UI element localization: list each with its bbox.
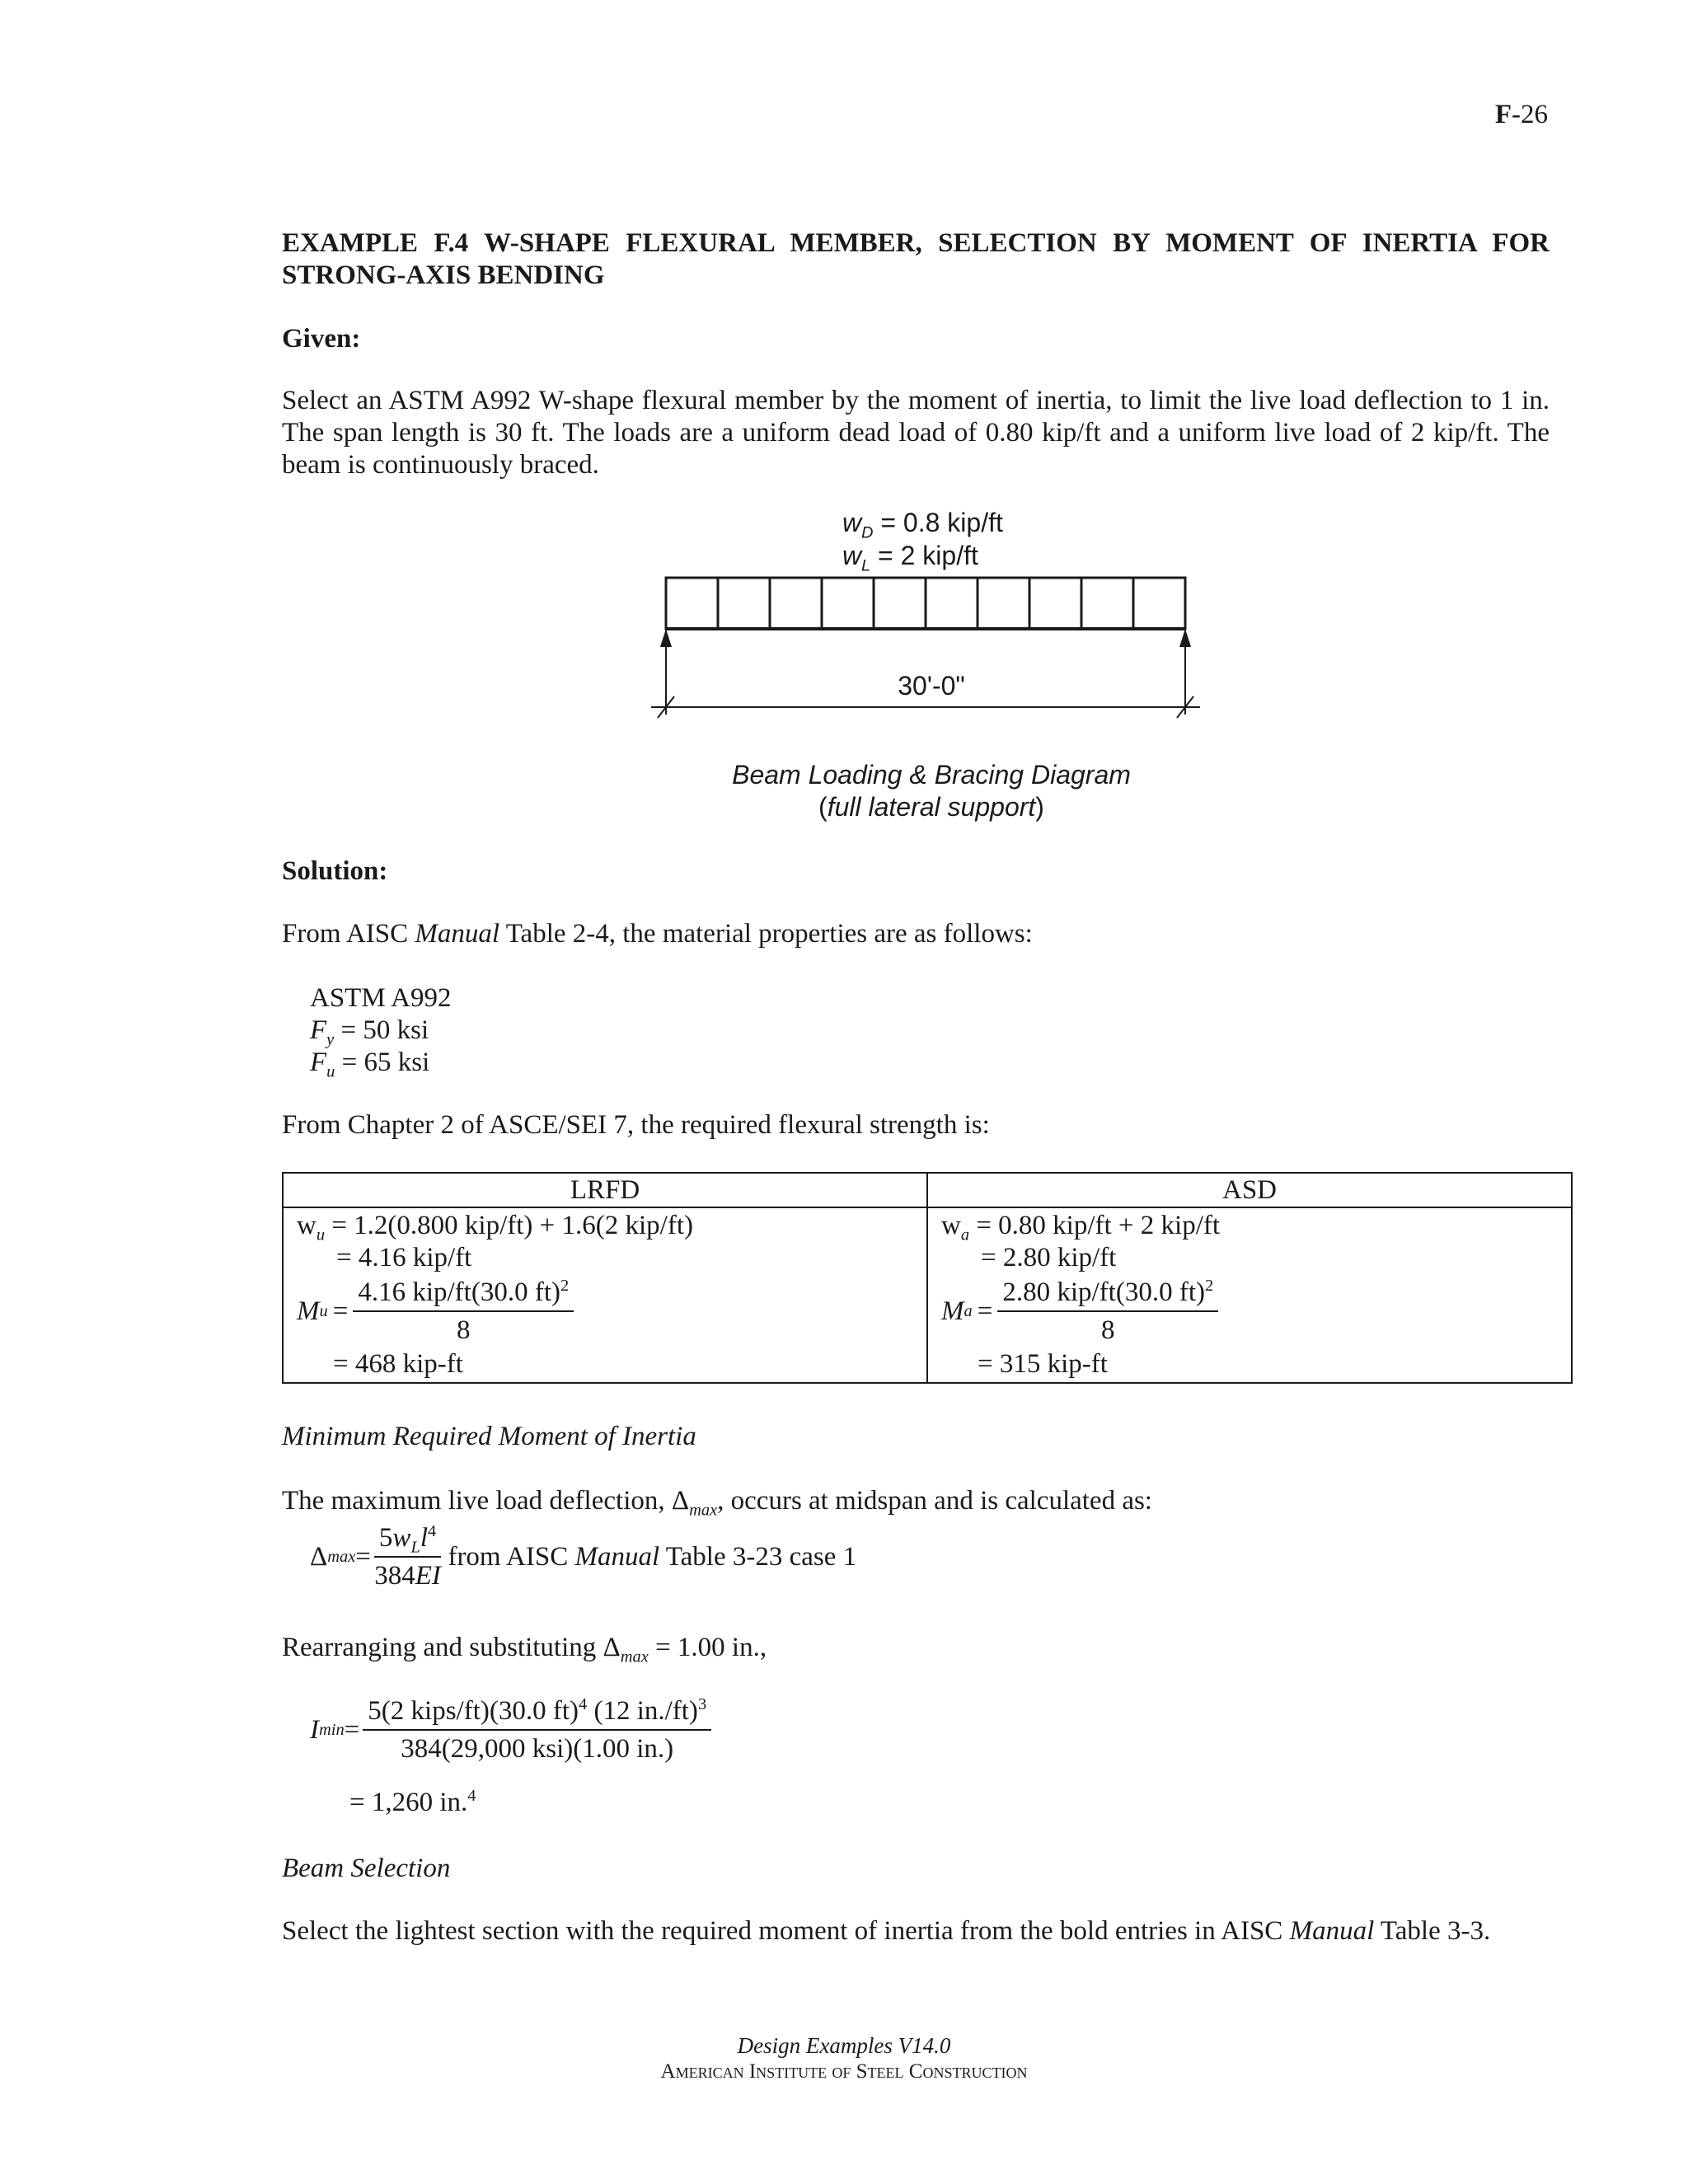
page-number — [1495, 99, 1548, 131]
material-list — [310, 982, 451, 1079]
deflection-intro-sub: max — [689, 1501, 718, 1520]
caption-open-paren: ( — [818, 792, 828, 822]
beam-diagram — [651, 507, 1212, 837]
footer-line1: Design Examples V14.0 — [737, 2033, 951, 2058]
asd-m-numerator: 2.80 kip/ft(30.0 ft) — [1002, 1277, 1205, 1307]
deflection-ref-manual: Manual — [574, 1541, 660, 1572]
deflection-num-coef: 5 — [378, 1523, 393, 1553]
imin-result-exp: 4 — [467, 1787, 476, 1805]
table-header-asd: ASD — [927, 1173, 1572, 1207]
left-support-arrow — [660, 629, 672, 647]
page-number-suffix: -26 — [1512, 100, 1548, 129]
asd-m-fraction — [997, 1274, 1218, 1348]
lrfd-m-symbol: M — [297, 1296, 320, 1326]
lrfd-m-eq: M u = $\frac{4.16 kip/ft(30.0 ft)^2}{8}$ — [297, 1274, 913, 1348]
lrfd-w-symbol: w — [297, 1211, 316, 1240]
deflection-den-coef: 384 — [374, 1561, 415, 1591]
caption-italic: full lateral support — [827, 792, 1036, 822]
diagram-caption: Beam Loading & Bracing Diagram — [732, 760, 1131, 790]
strength-intro: From Chapter 2 of ASCE/SEI 7, the required flexural strength is: — [282, 1110, 990, 1140]
dead-load-value: = 0.8 kip/ft — [880, 508, 1003, 537]
deflection-intro-pre: The maximum live load deflection, Δ — [282, 1486, 690, 1516]
fu-value: = 65 ksi — [335, 1047, 430, 1077]
deflection-num-wsub: L — [410, 1538, 420, 1557]
asd-m-symbol: M — [941, 1296, 964, 1326]
min-inertia-heading: Minimum Required Moment of Inertia — [282, 1422, 696, 1451]
material-grade: ASTM A992 — [310, 983, 452, 1013]
material-intro-post: Table 2-4, the material properties are as follows: — [499, 919, 1033, 949]
beam-selection-manual: Manual — [1289, 1916, 1375, 1946]
deflection-intro — [282, 1485, 1152, 1520]
given-heading: Given: — [282, 324, 361, 354]
rearranging-sub: max — [620, 1647, 649, 1666]
lrfd-w-result: = 4.16 kip/ft — [336, 1243, 472, 1272]
delta-sub: max — [327, 1547, 356, 1566]
asd-cell — [927, 1207, 1572, 1383]
deflection-fraction — [374, 1520, 441, 1594]
imin-num-exp2: 3 — [697, 1695, 707, 1713]
right-support-arrow — [1179, 629, 1191, 647]
lrfd-cell — [283, 1207, 927, 1383]
imin-result-value: = 1,260 in. — [349, 1788, 468, 1817]
deflection-num-l: l — [420, 1523, 428, 1553]
imin-equation — [310, 1693, 711, 1767]
material-intro — [282, 918, 1033, 950]
deflection-ref-pre: from AISC — [441, 1541, 575, 1572]
footer — [0, 2032, 1688, 2085]
lrfd-m-exp: 2 — [560, 1277, 570, 1295]
dead-load-sub: D — [861, 523, 874, 542]
asd-w-sub: a — [960, 1226, 970, 1244]
example-title-line2: STRONG-AXIS BENDING — [282, 260, 605, 290]
asd-w-result: = 2.80 kip/ft — [981, 1243, 1117, 1272]
beam-selection-post: Table 3-3. — [1374, 1916, 1491, 1946]
beam-selection-text — [282, 1915, 1490, 1947]
deflection-equation — [310, 1520, 856, 1594]
material-fu — [310, 1047, 451, 1079]
imin-equals: = — [344, 1714, 360, 1745]
footer-line2: American Institute of Steel Construction — [660, 2060, 1028, 2083]
imin-result — [349, 1787, 476, 1819]
asd-m-denominator: 8 — [1101, 1315, 1115, 1345]
deflection-intro-post: , occurs at midspan and is calculated as: — [717, 1486, 1152, 1516]
asd-m-sub: a — [964, 1301, 973, 1320]
asd-m-eq: M a = $\frac{2.80 kip/ft(30.0 ft)^2}{8}$ — [941, 1274, 1558, 1348]
lrfd-w — [297, 1210, 913, 1242]
given-text: Select an ASTM A992 W-shape flexural member by the moment of inertia, to limit the live load deflection to 1 in. The span length is 30 ft. The loads are a uniform dead load of 0.80 kip/ft and a uniform live load of 2 kip/ft. The beam is continuously braced. — [282, 386, 1550, 480]
deflection-num-w: w — [392, 1523, 411, 1553]
lrfd-m-result: = 468 kip-ft — [333, 1349, 463, 1379]
beam-selection-heading: Beam Selection — [282, 1854, 451, 1883]
live-load-value: = 2 kip/ft — [878, 541, 978, 570]
fy-value: = 50 ksi — [334, 1015, 429, 1045]
fy-symbol: F — [310, 1015, 327, 1045]
example-title-line1: EXAMPLE F.4 W-SHAPE FLEXURAL MEMBER, SELECTION BY MOMENT OF INERTIA FOR — [282, 228, 1550, 258]
imin-num-a: 5(2 kips/ft)(30.0 ft) — [368, 1696, 579, 1726]
imin-symbol: I — [310, 1714, 319, 1745]
fu-symbol: F — [310, 1047, 327, 1077]
asd-w — [941, 1210, 1558, 1242]
lrfd-m-fraction — [353, 1274, 574, 1348]
lrfd-w-sub: u — [316, 1226, 326, 1244]
span-label: 30'-0" — [898, 671, 965, 701]
strength-table — [282, 1172, 1573, 1384]
table-header-lrfd: LRFD — [283, 1173, 927, 1207]
beam-selection-pre: Select the lightest section with the required moment of inertia from the bold entries in AISC — [282, 1916, 1290, 1946]
asd-m-result: = 315 kip-ft — [978, 1349, 1108, 1379]
example-title — [282, 227, 1550, 292]
asd-m-exp: 2 — [1204, 1277, 1214, 1295]
page-number-prefix: F — [1494, 100, 1512, 129]
material-intro-pre: From AISC — [282, 919, 415, 949]
imin-denominator: 384(29,000 ksi)(1.00 in.) — [401, 1734, 674, 1764]
asd-w-expr: = 0.80 kip/ft + 2 kip/ft — [969, 1211, 1221, 1240]
fu-sub: u — [326, 1062, 335, 1081]
solution-heading: Solution: — [282, 856, 388, 886]
imin-fraction — [363, 1693, 711, 1767]
live-load-sub: L — [861, 556, 871, 575]
imin-sub: min — [319, 1720, 345, 1739]
dead-load-symbol: w — [842, 508, 862, 537]
lrfd-m-denominator: 8 — [457, 1315, 471, 1345]
material-fy — [310, 1015, 451, 1047]
deflection-equals: = — [355, 1541, 371, 1572]
diagram-caption-sub — [626, 791, 1236, 823]
delta-symbol: Δ — [310, 1541, 328, 1572]
live-load-symbol: w — [842, 541, 862, 570]
lrfd-m-sub: u — [319, 1301, 328, 1320]
deflection-ref-post: Table 3-23 case 1 — [659, 1541, 857, 1572]
asd-w-symbol: w — [941, 1211, 961, 1240]
beam-drawing — [651, 507, 1212, 754]
caption-close-paren: ) — [1035, 792, 1044, 822]
imin-num-b: (12 in./ft) — [593, 1696, 698, 1726]
lrfd-w-expr: = 1.2(0.800 kip/ft) + 1.6(2 kip/ft) — [325, 1211, 693, 1240]
rearranging-pre: Rearranging and substituting Δ — [282, 1633, 621, 1662]
deflection-num-exp: 4 — [427, 1522, 437, 1540]
material-intro-manual: Manual — [415, 919, 500, 949]
rearranging-post: = 1.00 in., — [648, 1633, 767, 1662]
rearranging-text — [282, 1632, 767, 1664]
fy-sub: y — [326, 1030, 335, 1049]
deflection-den-ei: EI — [415, 1561, 441, 1591]
lrfd-m-numerator: 4.16 kip/ft(30.0 ft) — [358, 1277, 560, 1307]
imin-num-exp1: 4 — [578, 1695, 588, 1713]
